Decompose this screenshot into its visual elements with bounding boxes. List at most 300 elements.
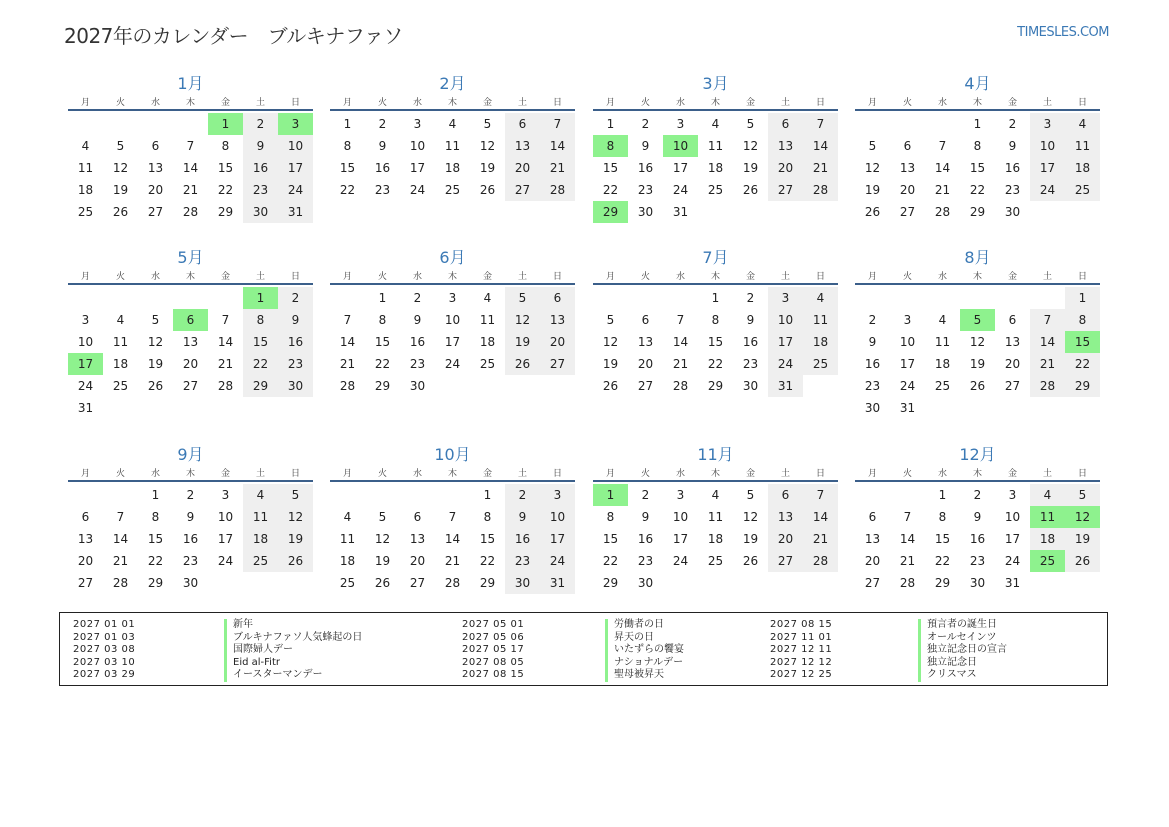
weekday-header — [593, 466, 838, 482]
weekday-label: 水 — [150, 98, 160, 108]
holiday-date: 2027 03 08 — [73, 644, 136, 656]
calendar-day: 30 — [243, 201, 278, 223]
calendar-day: 18 — [803, 331, 838, 353]
holiday-day: 12 — [1065, 506, 1100, 528]
empty-cell — [593, 287, 628, 309]
calendar-day: 24 — [768, 353, 803, 375]
calendar-day: 18 — [112, 357, 129, 371]
weekday-label: 金 — [482, 98, 492, 108]
calendar-day: 24 — [672, 183, 689, 197]
calendar-day: 20 — [637, 357, 654, 371]
weekday-label: 水 — [675, 98, 685, 108]
calendar-day: 7 — [676, 313, 685, 327]
holiday-name: 独立記念日 — [918, 657, 1007, 670]
calendar-day: 25 — [479, 357, 496, 371]
calendar-day: 28 — [803, 550, 838, 572]
days-grid — [330, 287, 575, 397]
calendar-day: 16 — [637, 532, 654, 546]
calendar-day: 7 — [803, 484, 838, 506]
month-calendar — [593, 73, 838, 223]
calendar-day: 26 — [112, 205, 129, 219]
calendar-day: 15 — [969, 161, 986, 175]
calendar-day: 3 — [676, 488, 685, 502]
calendar-day: 26 — [147, 379, 164, 393]
calendar-day: 5 — [746, 488, 755, 502]
calendar-day: 4 — [711, 488, 720, 502]
calendar-day: 14 — [112, 532, 129, 546]
empty-cell — [960, 287, 995, 309]
calendar-day: 23 — [182, 554, 199, 568]
calendar-day: 19 — [864, 183, 881, 197]
calendar-day: 30 — [864, 401, 881, 415]
calendar-day: 2 — [186, 488, 195, 502]
calendar-day: 22 — [217, 183, 234, 197]
calendar-day: 24 — [217, 554, 234, 568]
calendar-day: 29 — [243, 375, 278, 397]
holiday-name: イースターマンデー — [224, 669, 362, 682]
calendar-day: 28 — [540, 179, 575, 201]
month-calendar — [330, 73, 575, 201]
holiday-names-column — [224, 619, 362, 682]
calendar-day: 24 — [1004, 554, 1021, 568]
calendar-day: 10 — [217, 510, 234, 524]
weekday-header — [68, 95, 313, 111]
calendar-day: 28 — [444, 576, 461, 590]
weekday-label: 日 — [1077, 469, 1087, 479]
calendar-day: 9 — [505, 506, 540, 528]
calendar-day: 27 — [1004, 379, 1021, 393]
month-name: 10月 — [434, 445, 471, 464]
calendar-day: 7 — [938, 139, 947, 153]
calendar-day: 21 — [112, 554, 129, 568]
calendar-day: 2 — [973, 488, 982, 502]
calendar-day: 14 — [182, 161, 199, 175]
calendar-day: 11 — [803, 309, 838, 331]
calendar-day: 15 — [374, 335, 391, 349]
calendar-day: 9 — [378, 139, 387, 153]
days-grid — [593, 113, 838, 223]
weekday-label: 木 — [972, 98, 982, 108]
calendar-day: 26 — [742, 554, 759, 568]
calendar-day: 18 — [339, 554, 356, 568]
calendar-day: 30 — [1004, 205, 1021, 219]
calendar-day: 10 — [540, 506, 575, 528]
calendar-day: 8 — [606, 510, 615, 524]
weekday-label: 火 — [902, 469, 912, 479]
calendar-day: 17 — [278, 157, 313, 179]
calendar-day: 10 — [444, 313, 461, 327]
calendar-day: 6 — [540, 287, 575, 309]
weekday-label: 金 — [482, 469, 492, 479]
calendar-day: 31 — [768, 375, 803, 397]
calendar-day: 17 — [672, 532, 689, 546]
calendar-day: 26 — [479, 183, 496, 197]
weekday-label: 水 — [150, 272, 160, 282]
calendar-day: 17 — [1004, 532, 1021, 546]
calendar-day: 14 — [540, 135, 575, 157]
calendar-day: 6 — [413, 510, 422, 524]
calendar-day: 13 — [77, 532, 94, 546]
calendar-day: 17 — [444, 335, 461, 349]
empty-cell — [925, 287, 960, 309]
calendar-day: 26 — [1065, 550, 1100, 572]
calendar-day: 14 — [934, 161, 951, 175]
month-name: 1月 — [177, 74, 204, 93]
empty-cell — [138, 113, 173, 135]
calendar-day: 1 — [483, 488, 492, 502]
weekday-label: 水 — [937, 272, 947, 282]
calendar-day: 14 — [672, 335, 689, 349]
holiday-date: 2027 08 15 — [770, 619, 833, 630]
calendar-day: 1 — [343, 117, 352, 131]
holiday-date: 2027 05 06 — [462, 631, 525, 643]
empty-cell — [663, 287, 698, 309]
empty-cell — [173, 287, 208, 309]
holiday-dates-column — [73, 619, 135, 682]
weekday-label: 月 — [605, 272, 615, 282]
weekday-label: 月 — [342, 469, 352, 479]
days-grid — [855, 287, 1100, 419]
holiday-day: 5 — [960, 309, 995, 331]
calendar-day: 21 — [217, 357, 234, 371]
calendar-day: 12 — [602, 335, 619, 349]
site-link[interactable]: TIMESLES.COM — [1017, 25, 1109, 40]
calendar-day: 7 — [186, 139, 195, 153]
calendar-day: 28 — [217, 379, 234, 393]
empty-cell — [103, 484, 138, 506]
calendar-day: 17 — [899, 357, 916, 371]
weekday-label: 月 — [867, 469, 877, 479]
holiday-name: 新年 — [224, 619, 362, 632]
calendar-day: 31 — [672, 205, 689, 219]
calendar-day: 11 — [934, 335, 951, 349]
empty-cell — [68, 113, 103, 135]
empty-cell — [173, 113, 208, 135]
weekday-label: 木 — [447, 98, 457, 108]
weekday-label: 月 — [605, 98, 615, 108]
calendar-day: 11 — [243, 506, 278, 528]
empty-cell — [330, 287, 365, 309]
calendar-day: 16 — [1004, 161, 1021, 175]
calendar-day: 25 — [803, 353, 838, 375]
calendar-day: 1 — [151, 488, 160, 502]
days-grid — [68, 287, 313, 419]
weekday-label: 水 — [675, 469, 685, 479]
calendar-day: 19 — [479, 161, 496, 175]
holiday-name: オールセインツ — [918, 632, 1007, 645]
calendar-day: 31 — [77, 401, 94, 415]
calendar-day: 20 — [505, 157, 540, 179]
weekday-label: 月 — [342, 98, 352, 108]
calendar-day: 22 — [147, 554, 164, 568]
holiday-name: Eid al-Fitr — [224, 657, 362, 670]
weekday-label: 金 — [482, 272, 492, 282]
calendar-day: 26 — [374, 576, 391, 590]
calendar-day: 10 — [1030, 135, 1065, 157]
weekday-label: 金 — [220, 98, 230, 108]
calendar-day: 29 — [147, 576, 164, 590]
weekday-header — [855, 269, 1100, 285]
calendar-day: 30 — [182, 576, 199, 590]
calendar-day: 20 — [409, 554, 426, 568]
calendar-day: 7 — [803, 113, 838, 135]
holiday-day: 29 — [593, 201, 628, 223]
calendar-day: 21 — [339, 357, 356, 371]
calendar-day: 7 — [221, 313, 230, 327]
calendar-day: 18 — [707, 532, 724, 546]
calendar-day: 16 — [637, 161, 654, 175]
calendar-day: 5 — [116, 139, 125, 153]
calendar-day: 3 — [413, 117, 422, 131]
holiday-name: クリスマス — [918, 669, 1007, 682]
calendar-day: 8 — [938, 510, 947, 524]
calendar-day: 23 — [505, 550, 540, 572]
calendar-day: 23 — [969, 554, 986, 568]
calendar-day: 13 — [409, 532, 426, 546]
holiday-dates-column — [462, 619, 524, 682]
calendar-day: 11 — [707, 139, 724, 153]
calendar-day: 5 — [1065, 484, 1100, 506]
weekday-label: 火 — [902, 272, 912, 282]
calendar-day: 6 — [903, 139, 912, 153]
calendar-day: 15 — [934, 532, 951, 546]
calendar-day: 24 — [77, 379, 94, 393]
empty-cell — [925, 113, 960, 135]
calendar-day: 3 — [676, 117, 685, 131]
weekday-label: 金 — [745, 98, 755, 108]
calendar-day: 21 — [444, 554, 461, 568]
calendar-day: 18 — [444, 161, 461, 175]
calendar-day: 25 — [1065, 179, 1100, 201]
weekday-label: 金 — [220, 469, 230, 479]
weekday-label: 木 — [447, 469, 457, 479]
calendar-day: 5 — [606, 313, 615, 327]
empty-cell — [855, 113, 890, 135]
calendar-day: 20 — [77, 554, 94, 568]
calendar-day: 4 — [81, 139, 90, 153]
calendar-day: 24 — [899, 379, 916, 393]
calendar-day: 25 — [707, 183, 724, 197]
calendar-day: 19 — [112, 183, 129, 197]
calendar-day: 22 — [602, 183, 619, 197]
calendar-day: 15 — [339, 161, 356, 175]
calendar-day: 4 — [116, 313, 125, 327]
holiday-date: 2027 12 25 — [770, 669, 833, 681]
calendar-day: 11 — [1065, 135, 1100, 157]
days-grid — [330, 484, 575, 594]
calendar-day: 6 — [641, 313, 650, 327]
calendar-day: 15 — [602, 532, 619, 546]
calendar-day: 3 — [1030, 113, 1065, 135]
calendar-day: 13 — [1004, 335, 1021, 349]
month-name: 7月 — [702, 248, 729, 267]
calendar-day: 19 — [147, 357, 164, 371]
calendar-day: 19 — [602, 357, 619, 371]
calendar-day: 15 — [602, 161, 619, 175]
weekday-header — [855, 95, 1100, 111]
calendar-day: 12 — [147, 335, 164, 349]
holiday-date: 2027 01 01 — [73, 619, 136, 630]
calendar-day: 18 — [707, 161, 724, 175]
calendar-day: 22 — [602, 554, 619, 568]
calendar-day: 2 — [505, 484, 540, 506]
calendar-day: 1 — [378, 291, 387, 305]
calendar-day: 4 — [1030, 484, 1065, 506]
weekday-label: 月 — [605, 469, 615, 479]
calendar-day: 25 — [339, 576, 356, 590]
month-calendar — [68, 73, 313, 223]
calendar-day: 12 — [278, 506, 313, 528]
calendar-day: 3 — [903, 313, 912, 327]
calendar-day: 9 — [641, 139, 650, 153]
calendar-day: 25 — [112, 379, 129, 393]
calendar-day: 2 — [641, 117, 650, 131]
month-name: 3月 — [702, 74, 729, 93]
calendar-day: 21 — [934, 183, 951, 197]
calendar-day: 8 — [243, 309, 278, 331]
month-name: 6月 — [439, 248, 466, 267]
calendar-day: 3 — [540, 484, 575, 506]
holiday-day: 25 — [1030, 550, 1065, 572]
calendar-day: 27 — [899, 205, 916, 219]
calendar-day: 13 — [768, 135, 803, 157]
weekday-header — [593, 95, 838, 111]
calendar-day: 29 — [374, 379, 391, 393]
calendar-day: 25 — [444, 183, 461, 197]
calendar-day: 14 — [339, 335, 356, 349]
calendar-day: 2 — [641, 488, 650, 502]
weekday-label: 水 — [412, 272, 422, 282]
weekday-label: 日 — [290, 98, 300, 108]
holiday-date: 2027 05 17 — [462, 644, 525, 656]
holiday-dates-column — [770, 619, 832, 682]
calendar-day: 23 — [637, 554, 654, 568]
calendar-day: 8 — [973, 139, 982, 153]
calendar-day: 6 — [868, 510, 877, 524]
empty-cell — [103, 287, 138, 309]
calendar-day: 17 — [409, 161, 426, 175]
empty-cell — [435, 484, 470, 506]
calendar-day: 28 — [899, 576, 916, 590]
weekday-header — [593, 269, 838, 285]
calendar-day: 20 — [147, 183, 164, 197]
calendar-day: 25 — [77, 205, 94, 219]
calendar-day: 20 — [1004, 357, 1021, 371]
weekday-header — [68, 466, 313, 482]
weekday-header — [330, 95, 575, 111]
weekday-label: 金 — [745, 272, 755, 282]
calendar-day: 17 — [1030, 157, 1065, 179]
empty-cell — [890, 287, 925, 309]
calendar-day: 31 — [540, 572, 575, 594]
weekday-label: 土 — [1042, 98, 1052, 108]
empty-cell — [330, 484, 365, 506]
days-grid — [593, 484, 838, 594]
weekday-label: 土 — [517, 469, 527, 479]
weekday-label: 木 — [185, 272, 195, 282]
calendar-day: 30 — [278, 375, 313, 397]
calendar-day: 22 — [243, 353, 278, 375]
holiday-day: 3 — [278, 113, 313, 135]
calendar-day: 9 — [868, 335, 877, 349]
calendar-day: 30 — [969, 576, 986, 590]
holiday-name: いたずらの饗宴 — [605, 644, 684, 657]
calendar-day: 18 — [243, 528, 278, 550]
weekday-label: 金 — [220, 272, 230, 282]
holiday-date: 2027 01 03 — [73, 631, 136, 643]
calendar-day: 9 — [1008, 139, 1017, 153]
calendar-day: 2 — [243, 113, 278, 135]
calendar-day: 20 — [182, 357, 199, 371]
calendar-day: 9 — [413, 313, 422, 327]
calendar-day: 19 — [969, 357, 986, 371]
calendar-day: 22 — [479, 554, 496, 568]
calendar-day: 16 — [409, 335, 426, 349]
calendar-day: 26 — [864, 205, 881, 219]
weekday-label: 金 — [745, 469, 755, 479]
weekday-label: 月 — [80, 469, 90, 479]
holiday-name: 国際婦人デー — [224, 644, 362, 657]
calendar-day: 20 — [864, 554, 881, 568]
calendar-day: 15 — [243, 331, 278, 353]
calendar-day: 9 — [973, 510, 982, 524]
calendar-day: 17 — [768, 331, 803, 353]
calendar-day: 5 — [483, 117, 492, 131]
calendar-day: 6 — [505, 113, 540, 135]
empty-cell — [103, 113, 138, 135]
weekday-label: 日 — [1077, 272, 1087, 282]
weekday-label: 火 — [377, 98, 387, 108]
calendar-day: 15 — [479, 532, 496, 546]
calendar-day: 2 — [413, 291, 422, 305]
calendar-day: 12 — [742, 139, 759, 153]
calendar-day: 3 — [221, 488, 230, 502]
empty-cell — [68, 484, 103, 506]
holiday-name: 昇天の日 — [605, 632, 684, 645]
calendar-day: 16 — [742, 335, 759, 349]
calendar-day: 12 — [742, 510, 759, 524]
calendar-day: 27 — [182, 379, 199, 393]
calendar-day: 26 — [505, 353, 540, 375]
calendar-day: 23 — [637, 183, 654, 197]
calendar-day: 28 — [803, 179, 838, 201]
calendar-day: 16 — [243, 157, 278, 179]
month-calendar — [330, 444, 575, 594]
holiday-day: 10 — [663, 135, 698, 157]
calendar-day: 15 — [147, 532, 164, 546]
month-name: 4月 — [964, 74, 991, 93]
weekday-label: 月 — [867, 98, 877, 108]
holiday-names-column — [918, 619, 1007, 682]
weekday-label: 水 — [412, 98, 422, 108]
calendar-day: 28 — [1030, 375, 1065, 397]
calendar-day: 20 — [899, 183, 916, 197]
empty-cell — [365, 484, 400, 506]
calendar-day: 26 — [969, 379, 986, 393]
holiday-date: 2027 05 01 — [462, 619, 525, 630]
calendar-day: 19 — [374, 554, 391, 568]
holiday-name: 独立記念日の宣言 — [918, 644, 1007, 657]
calendar-day: 5 — [151, 313, 160, 327]
holiday-date: 2027 11 01 — [770, 631, 833, 643]
calendar-day: 28 — [934, 205, 951, 219]
calendar-day: 22 — [1065, 353, 1100, 375]
calendar-day: 14 — [444, 532, 461, 546]
weekday-header — [855, 466, 1100, 482]
weekday-label: 木 — [185, 469, 195, 479]
holiday-day: 1 — [243, 287, 278, 309]
weekday-label: 木 — [185, 98, 195, 108]
